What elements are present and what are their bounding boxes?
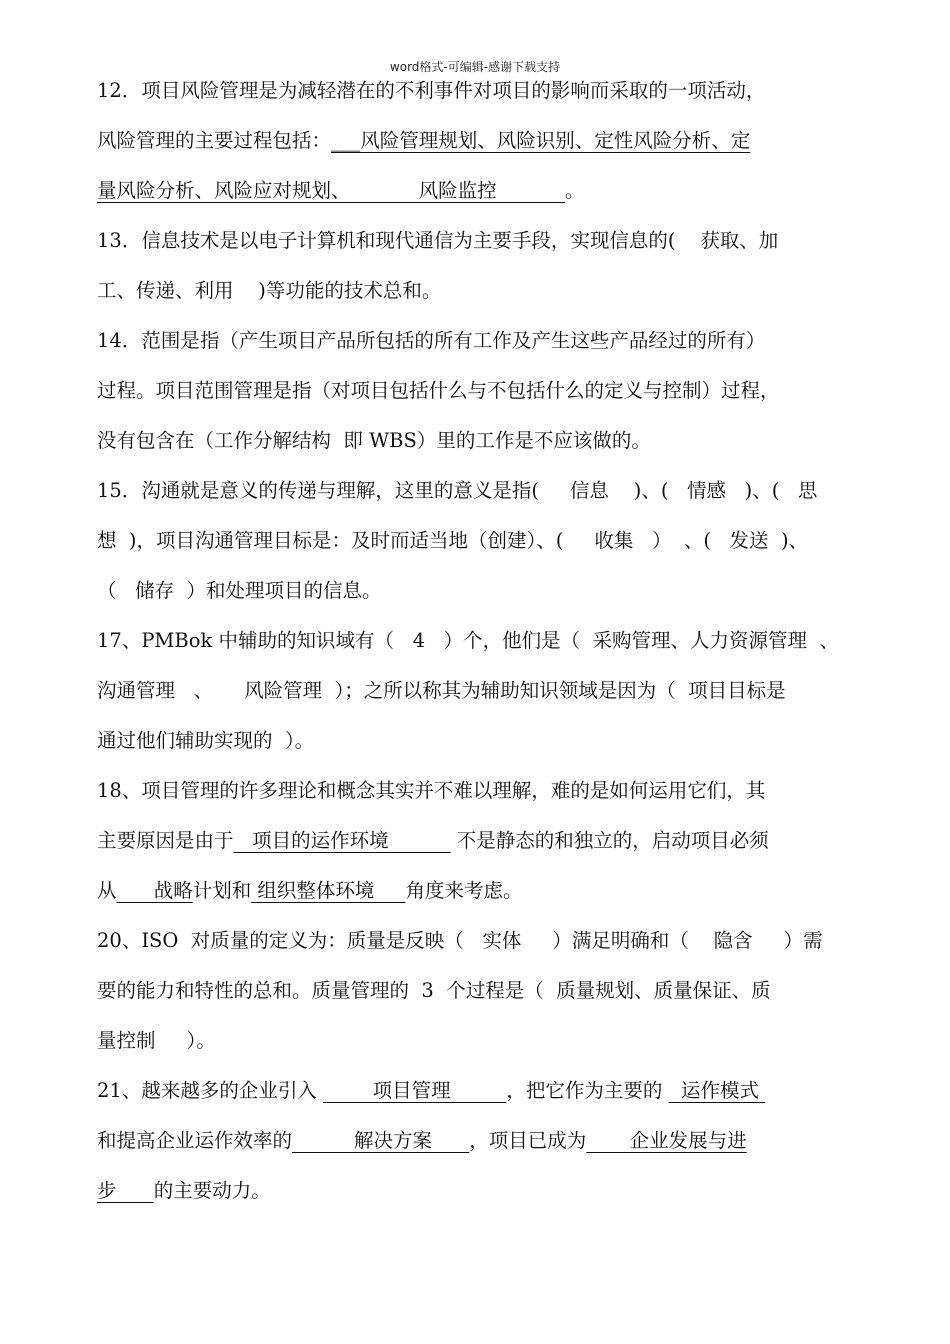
page-header: word格式-可编辑-感谢下载支持 (389, 60, 561, 74)
fill-in-answer: 解决方案 (292, 1129, 470, 1152)
text-segment: 13．信息技术是以电子计算机和现代通信为主要手段，实现信息的( 获取、加 (97, 229, 779, 252)
text-line (97, 1028, 216, 1054)
fill-in-answer: 项目的运作环境 (233, 829, 451, 852)
fill-in-answer: 步 (97, 1179, 154, 1202)
text-segment: 不是静态的和独立的，启动项目必须 (450, 829, 769, 852)
text-line (97, 278, 441, 304)
text-segment: 风险管理的主要过程包括： (97, 129, 332, 152)
text-segment: 计划和 (192, 879, 252, 902)
text-segment: 量控制 ）。 (97, 1029, 216, 1052)
text-segment: 从 (97, 879, 117, 902)
text-line (97, 228, 778, 254)
text-segment: 沟通管理 、 风险管理 ）；之所以称其为辅助知识领域是因为（ 项目目标是 (97, 679, 786, 702)
text-segment: 。 (564, 179, 585, 202)
text-line (97, 378, 780, 404)
text-segment: 18、项目管理的许多理论和概念其实并不难以理解，难的是如何运用它们，其 (97, 779, 766, 802)
text-line (97, 778, 765, 804)
text-line (97, 828, 769, 854)
text-line (97, 1128, 747, 1154)
text-line (97, 578, 382, 604)
text-segment: 通过他们辅助实现的 ）。 (97, 729, 315, 752)
text-segment: 主要原因是由于 (97, 829, 234, 852)
text-segment: 12．项目风险管理是为减轻潜在的不利事件对项目的影响而采取的一项活动， (97, 79, 766, 102)
text-line (97, 478, 817, 504)
text-line (97, 128, 750, 154)
text-line (97, 528, 808, 554)
text-segment: 14．范围是指（产生项目产品所包括的所有工作及产生这些产品经过的所有） (97, 329, 766, 352)
text-line (97, 728, 314, 754)
text-segment: 没有包含在（工作分解结构 即 WBS）里的工作是不应该做的。 (97, 429, 651, 452)
text-line (97, 978, 771, 1004)
text-line (97, 1178, 271, 1204)
text-segment: 工、传递、利用 )等功能的技术总和。 (97, 279, 442, 302)
text-line (97, 178, 584, 204)
text-line (97, 928, 823, 954)
fill-in-answer: 企业发展与进 (586, 1129, 747, 1152)
text-line (97, 78, 765, 104)
text-segment: 20、ISO 对质量的定义为：质量是反映（ 实体 ）满足明确和（ 隐含 ）需 (97, 929, 823, 952)
text-line (97, 678, 786, 704)
text-line (97, 328, 765, 354)
text-line (97, 878, 522, 904)
text-segment: 17、PMBok 中辅助的知识域有（ 4 ）个，他们是（ 采购管理、人力资源管理 、 (97, 629, 839, 652)
fill-in-answer: 运作模式 (668, 1079, 766, 1102)
fill-in-answer: 量风险分析、风险应对规划、 风险监控 (97, 179, 565, 202)
text-segment: （ 储存 ）和处理项目的信息。 (97, 579, 382, 602)
fill-in-answer: 项目管理 (323, 1079, 507, 1102)
fill-in-answer: ___风险管理规划、风险识别、定性风险分析、定 (331, 129, 751, 152)
text-segment: 15．沟通就是意义的传递与理解，这里的意义是指( 信息 )、( 情感 )、( 思 (97, 479, 818, 502)
text-segment: 角度来考虑。 (405, 879, 523, 902)
fill-in-answer: 组织整体环境 (251, 879, 406, 902)
text-segment: 要的能力和特性的总和。质量管理的 3 个过程是（ 质量规划、质量保证、质 (97, 979, 771, 1002)
text-line (97, 1078, 765, 1104)
text-segment: ，把它作为主要的 (506, 1079, 669, 1102)
text-segment: 和提高企业运作效率的 (97, 1129, 293, 1152)
text-line (97, 628, 839, 654)
text-segment: 的主要动力。 (153, 1179, 271, 1202)
text-segment: 想 )，项目沟通管理目标是：及时而适当地（创建）、( 收集 ） 、( 发送 )、 (97, 529, 809, 552)
text-segment: 21、越来越多的企业引入 (97, 1079, 324, 1102)
text-segment: ，项目已成为 (469, 1129, 587, 1152)
text-line (97, 428, 651, 454)
fill-in-answer: 战略 (116, 879, 193, 902)
text-segment: 过程。项目范围管理是指（对项目包括什么与不包括什么的定义与控制）过程， (97, 379, 780, 402)
